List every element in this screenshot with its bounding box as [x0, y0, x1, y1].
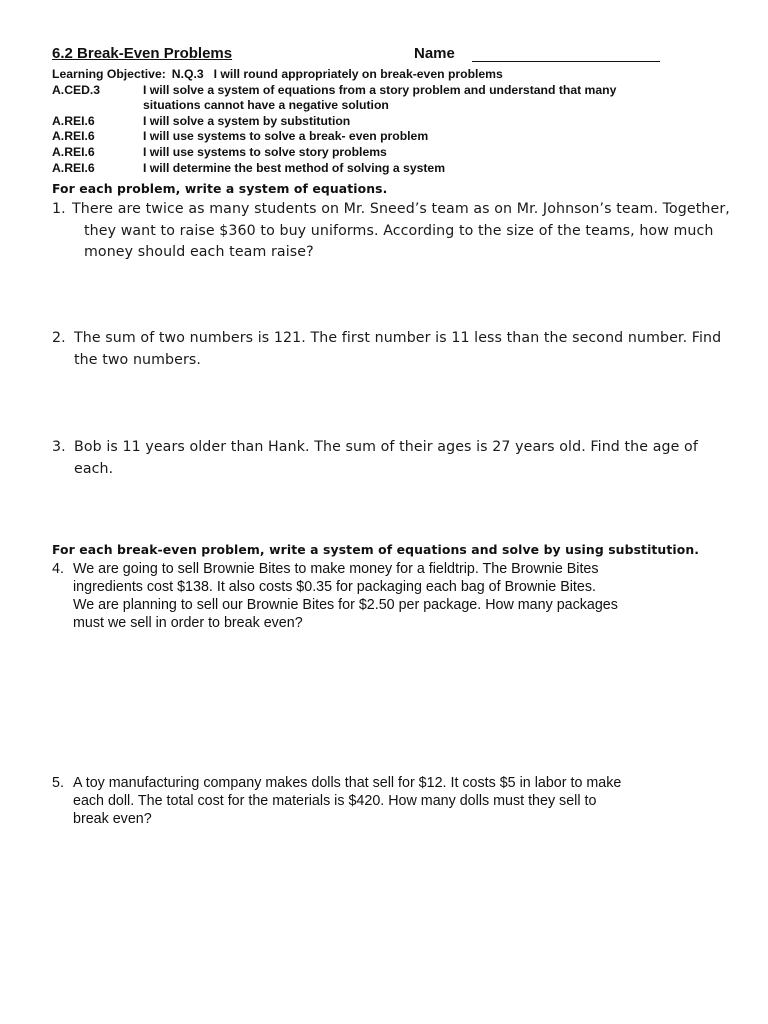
problem-4 [52, 560, 742, 632]
problem-line: they want to raise $360 to buy uniforms. According to the size of the teams, how much [84, 222, 714, 239]
objective-row [52, 145, 732, 161]
problem-1 [52, 199, 742, 264]
name-label: Name [414, 45, 455, 62]
objective-line: situations cannot have a negative solution [143, 98, 389, 113]
objective-text [143, 83, 616, 114]
problem-line: must we sell in order to break even? [73, 615, 303, 631]
objective-code: A.CED.3 [52, 82, 101, 97]
problem-2 [52, 328, 742, 371]
objective-code: A.REI.6 [52, 129, 95, 144]
section-heading-systems: For each problem, write a system of equations. [52, 181, 388, 196]
name-blank-line [472, 61, 660, 62]
problem-line: each. [74, 460, 114, 477]
objective-text: I will use systems to solve story problems [143, 144, 387, 159]
objective-code: A.REI.6 [52, 113, 95, 128]
problem-number: 5. [52, 775, 64, 791]
objective-label: Learning Objective: [52, 67, 166, 81]
problem-number: 4. [52, 561, 64, 577]
problem-line: We are going to sell Brownie Bites to make money for a fieldtrip. The Brownie Bites [73, 561, 599, 577]
problem-line: money should each team raise? [84, 244, 314, 260]
problem-line: A toy manufacturing company makes dolls that sell for $12. It costs $5 in labor to make [73, 775, 622, 791]
objective-row [52, 67, 732, 83]
problem-line: the two numbers. [74, 351, 202, 368]
objective-standard: N.Q.3 [171, 67, 204, 81]
worksheet-title: 6.2 Break-Even Problems [52, 45, 233, 62]
learning-objectives [52, 67, 732, 176]
problem-line: each doll. The total cost for the materials is $420. How many dolls must they sell to [73, 793, 597, 809]
objective-row [52, 129, 732, 145]
problem-5 [52, 774, 742, 828]
objective-row [52, 114, 732, 130]
problem-number: 3. [52, 439, 66, 455]
objective-text: I will determine the best method of solving a system [143, 160, 446, 175]
objective-text: I will round appropriately on break-even problems [213, 67, 503, 81]
objective-row [52, 161, 732, 177]
problem-line: There are twice as many students on Mr. Sneed’s team as on Mr. Johnson’s team. Together, [72, 201, 730, 217]
objective-code: A.REI.6 [52, 144, 95, 159]
objective-text: I will solve a system by substitution [143, 113, 351, 128]
problem-line: ingredients cost $138. It also costs $0.35 for packaging each bag of Brownie Bites. [73, 579, 596, 595]
header-row [52, 45, 712, 67]
problem-line: We are planning to sell our Brownie Bites for $2.50 per package. How many packages [73, 597, 618, 613]
problem-number: 1. [52, 201, 66, 217]
problem-number: 2. [52, 330, 66, 346]
problem-line: break even? [73, 811, 152, 827]
section-heading-break-even: For each break-even problem, write a system of equations and solve by using substitution. [52, 542, 700, 557]
objective-text: I will use systems to solve a break- even problem [143, 129, 429, 144]
problem-line: Bob is 11 years older than Hank. The sum of their ages is 27 years old. Find the age of [74, 439, 698, 455]
problem-line: The sum of two numbers is 121. The first number is 11 less than the second number. Find [74, 330, 722, 346]
objective-line: I will solve a system of equations from a story problem and understand that many [143, 82, 617, 97]
problem-3 [52, 437, 742, 480]
objective-row [52, 83, 732, 114]
objective-code: A.REI.6 [52, 160, 95, 175]
